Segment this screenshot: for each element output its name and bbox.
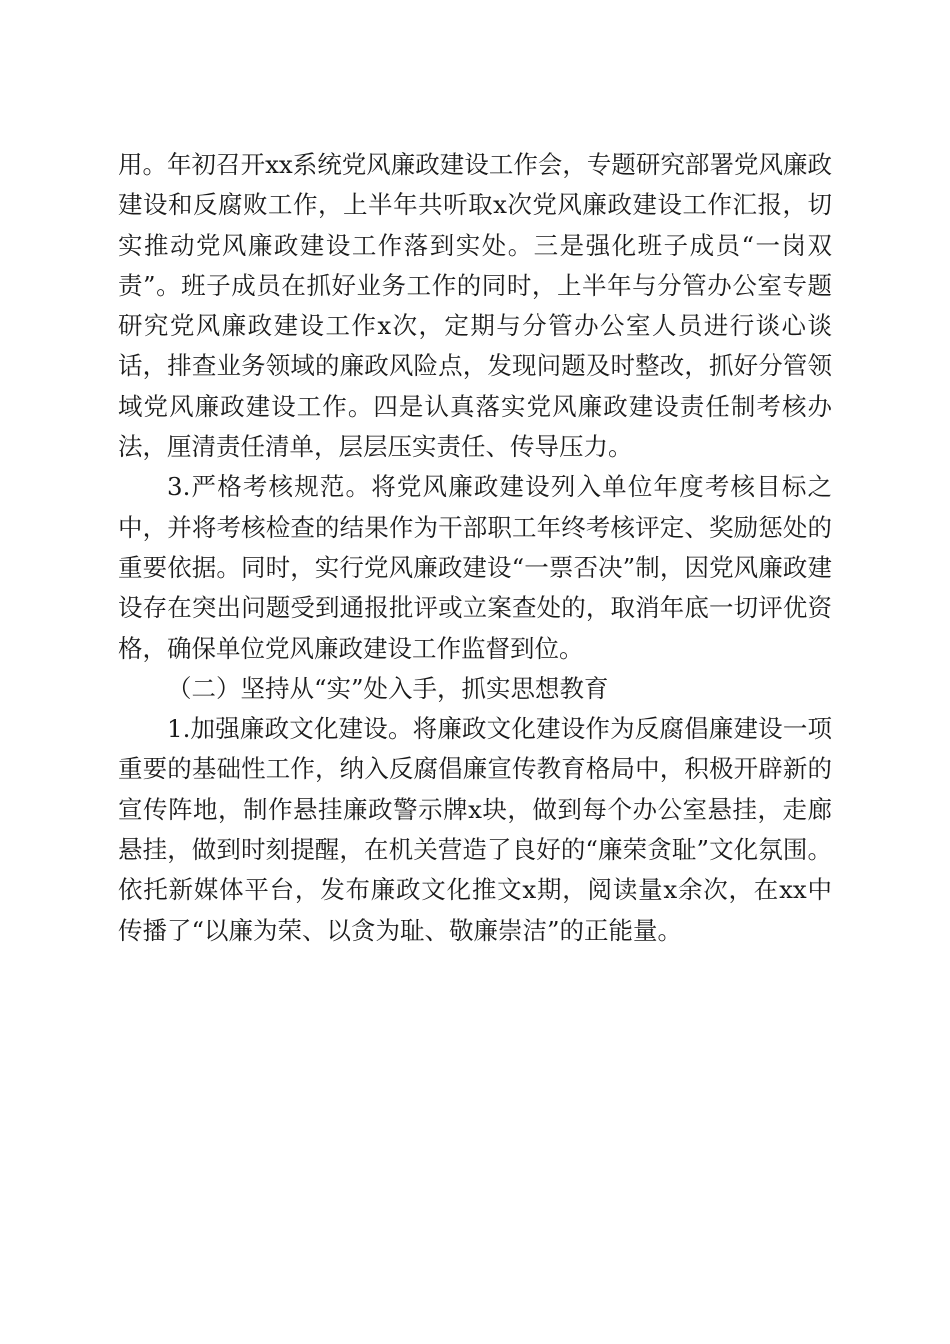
paragraph-integrity-culture: 1.加强廉政文化建设。将廉政文化建设作为反腐倡廉建设一项重要的基础性工作，纳入反腐倡廉宣传教育格局中，积极开辟新的宣传阵地，制作悬挂廉政警示牌x块，做到每个办公室悬挂，走廊悬挂，做到时刻提醒，在机关营造了良好的“廉荣贪耻”文化氛围。依托新媒体平台，发布廉政文化推文x期，阅读量x余次，在xx中传播了“以廉为荣、以贪为耻、敬廉崇洁”的正能量。 (118, 714, 832, 945)
paragraph-strict-assessment: 3.严格考核规范。将党风廉政建设列入单位年度考核目标之中，并将考核检查的结果作为干部职工年终考核评定、奖励惩处的重要依据。同时，实行党风廉政建设“一票否决”制，因党风廉政建设存在突出问题受到通报批评或立案查处的，取消年底一切评优资格，确保单位党风廉政建设工作监督到位。 (118, 472, 832, 663)
document-body (118, 145, 832, 951)
paragraph-continuation: 用。年初召开xx系统党风廉政建设工作会，专题研究部署党风廉政建设和反腐败工作，上半年共听取x次党风廉政建设工作汇报，切实推动党风廉政建设工作落到实处。三是强化班子成员“一岗双责”。班子成员在抓好业务工作的同时，上半年与分管办公室专题研究党风廉政建设工作x次，定期与分管办公室人员进行谈心谈话，排查业务领域的廉政风险点，发现问题及时整改，抓好分管领域党风廉政建设工作。四是认真落实党风廉政建设责任制考核办法，厘清责任清单，层层压实责任、传导压力。 (118, 150, 832, 462)
section-heading: （二）坚持从“实”处入手，抓实思想教育 (167, 673, 609, 703)
